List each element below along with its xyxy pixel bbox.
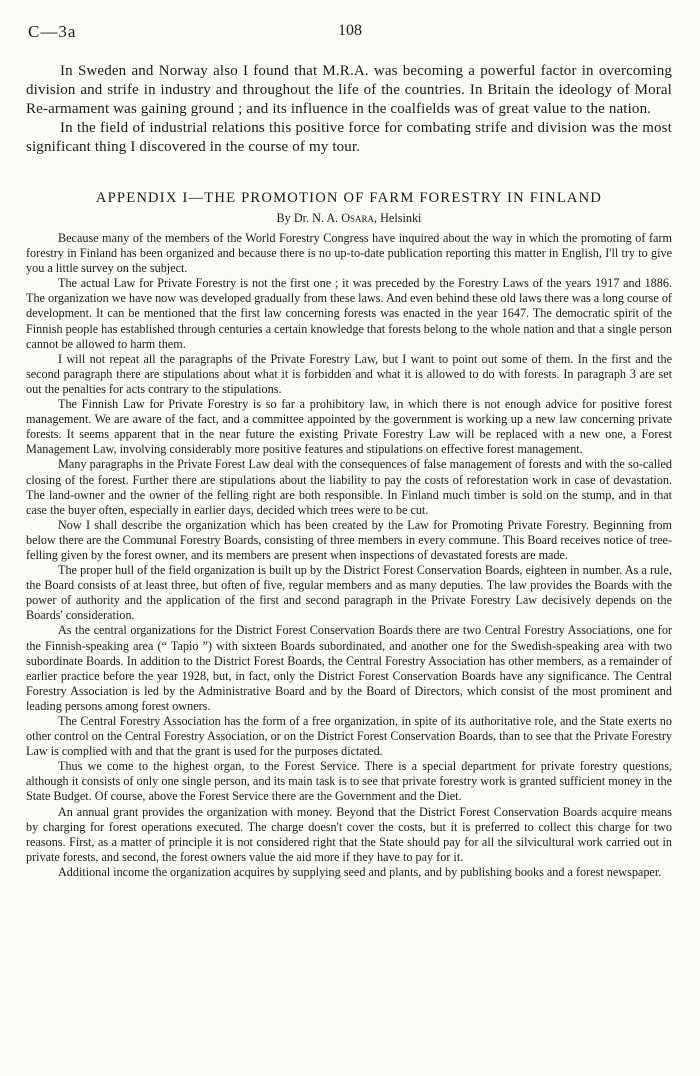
body-paragraph: The proper hull of the field organization is built up by the District Forest Conservation Boards, eighteen in number. As a rule, the Board consists of at least three, but often of five, regular members and as many deputies. The law provides the Boards with the power of authority and the application of the first and second paragraph in the Private Forestry Law decisively depends on the Boards' consideration. [26, 563, 672, 623]
body-paragraph: I will not repeat all the paragraphs of the Private Forestry Law, but I want to point out some of them. In the first and the second paragraph there are stipulations about what it is forbidden and what it is allowed to do with forests. In paragraph 3 are set out the penalties for acts contrary to the stipulations. [26, 351, 672, 396]
intro-paragraph: In Sweden and Norway also I found that M.R.A. was becoming a powerful factor in overcoming division and strife in industry and throughout the life of the countries. In Britain the ideology of Moral Re-armament was gaining ground ; and its influence in the coalfields was of great value to the nation. [26, 63, 672, 117]
byline-suffix: , Helsinki [374, 211, 422, 225]
body-paragraph: Because many of the members of the World Forestry Congress have inquired about the way in which the promoting of farm forestry in Finland has been organized and because there is no up-to-date publication reporting this matter in English, I'll try to give you a little survey on the subject. [26, 231, 672, 276]
page-header [28, 22, 672, 42]
intro-section [26, 62, 672, 157]
body-paragraph: The Finnish Law for Private Forestry is so far a prohibitory law, in which there is not enough advice for positive forest management. We are aware of the fact, and a committee appointed by the government is working up a new law concerning private forests. It seems apparent that in the near future the existing Private Forestry Law will be replaced with a new one, a Forest Management Law, involving considerably more positive features and stipulations on effective forest management. [26, 397, 672, 457]
byline [26, 211, 672, 226]
body-paragraph: Thus we come to the highest organ, to the Forest Service. There is a special department for private forestry questions, although it consists of only one single person, and its main task is to see that private forestry work is granted sufficient money in the State Budget. Of course, above the Forest Service there are the Government and the Diet. [26, 759, 672, 804]
body-paragraph: Additional income the organization acquires by supplying seed and plants, and by publishing books and a forest newspaper. [58, 864, 662, 879]
byline-prefix: By Dr. N. A. [276, 211, 339, 225]
body-paragraph: Many paragraphs in the Private Forest Law deal with the consequences of false management of forests and with the so-called closing of the forest. Further there are stipulations about the liability to pay the costs of reforestation work in case of devastation. The land-owner and the owner of the felling right are both responsible. In Finland much timber is sold on the stump, and in that case the buyer often, especially in earlier days, decided which trees were to be cut. [26, 457, 672, 517]
body-paragraph: An annual grant provides the organization with money. Beyond that the District Forest Conservation Boards acquire means by charging for forest operations executed. The charge doesn't cover the costs, but it is preferred to collect this charge for two reasons. First, as a matter of principle it is not considered right that the State should pay for all the silvicultural work carried out in private forests, and second, the forest owners value the aid more if they have to pay for it. [26, 804, 672, 864]
intro-paragraph: In the field of industrial relations this positive force for combating strife and division was the most significant thing I discovered in the course of my tour. [26, 120, 672, 155]
appendix-section [26, 190, 672, 880]
appendix-body [26, 231, 672, 880]
body-paragraph: Now I shall describe the organization which has been created by the Law for Promoting Private Forestry. Beginning from below there are the Communal Forestry Boards, consisting of three members in every commune. This Board receives notice of tree-felling given by the forest owner, and its members are present when inspections of devastated forests are made. [26, 517, 672, 562]
page-number: 108 [338, 22, 362, 39]
body-paragraph: The Central Forestry Association has the form of a free organization, in spite of its authoritative role, and the State exerts no other control on the Central Forestry Association, or on the District Forest Conservation Boards, than to see that the Private Forestry Law is complied with and that the grant is used for the purposes dictated. [26, 714, 672, 759]
author-name: Osara [341, 211, 375, 225]
document-code: C—3a [28, 22, 77, 41]
appendix-title: APPENDIX I—THE PROMOTION OF FARM FORESTRY IN FINLAND [95, 190, 603, 206]
body-paragraph: As the central organizations for the District Forest Conservation Boards there are two Central Forestry Associations, one for the Finnish-speaking area (“ Tapio ”) with sixteen Boards subordinated, and another one for the Swedish-speaking area with two subordinate Boards. In addition to the District Forest Boards, the Central Forestry Association has other members, as a remainder of earlier practice before the year 1928, but, in fact, only the District Forest Conservation Boards have any significance. The Central Forestry Association is led by the Administrative Board and by the Board of Directors, which consist of the most prominent and leading persons among forest owners. [26, 623, 672, 713]
body-paragraph: The actual Law for Private Forestry is not the first one ; it was preceded by the Forestry Laws of the years 1917 and 1886. The organization we have now was developed gradually from these laws. And even behind these old laws there was a long course of development. It can be mentioned that the first law concerning forests was enacted in the year 1647. The democratic spirit of the Finnish people has established through centuries a certain knowledge that forests belong to the whole nation and that a single person cannot be allowed to harm them. [26, 276, 672, 351]
